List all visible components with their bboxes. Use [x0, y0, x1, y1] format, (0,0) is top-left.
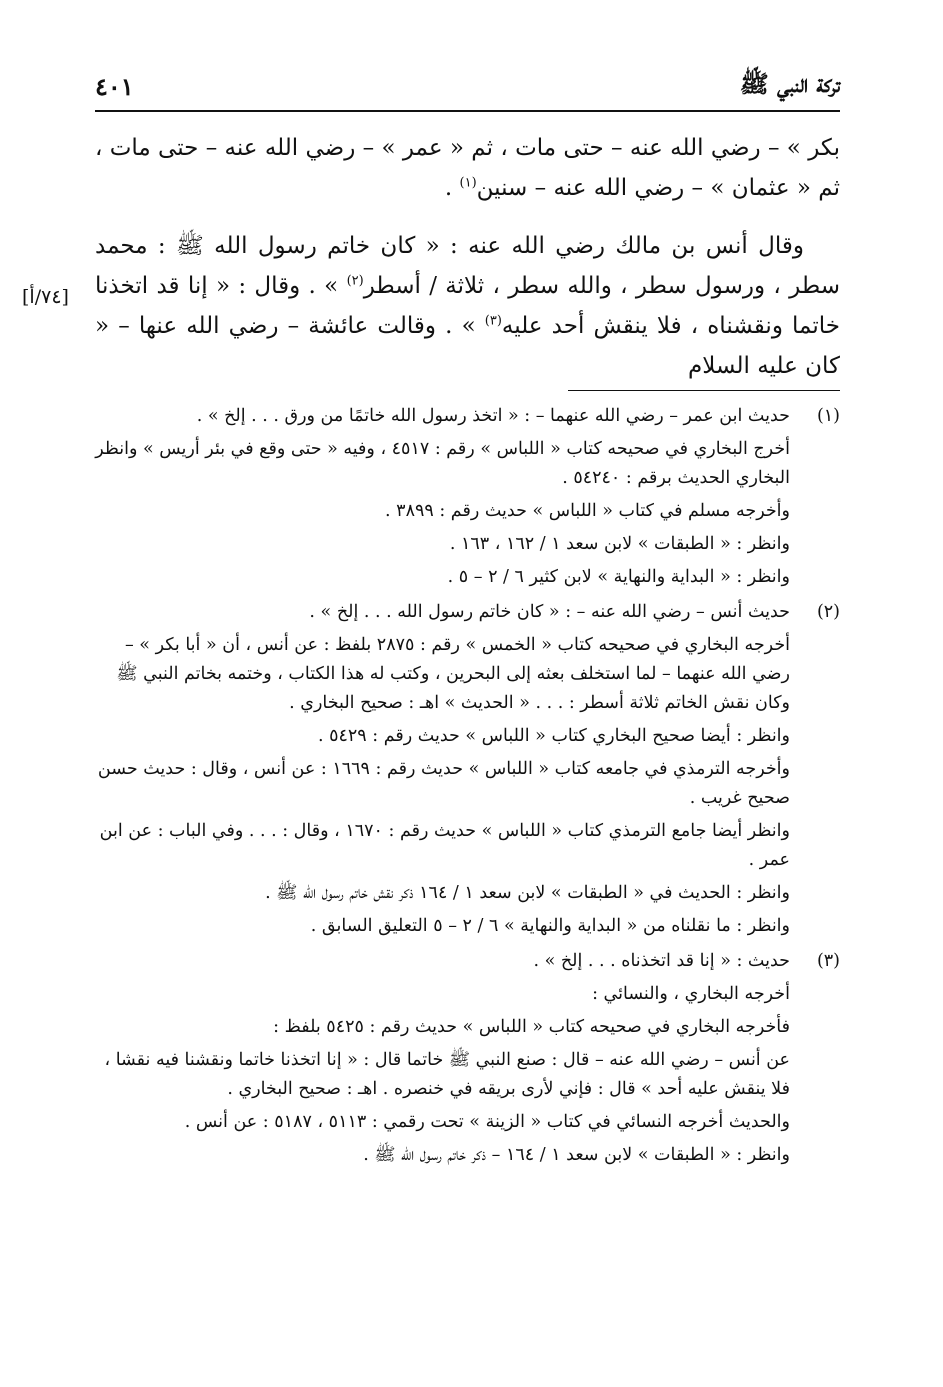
footnote-line: فأخرجه البخاري في صحيحه كتاب « اللباس » حديث رقم : ٥٤٢٥ بلفظ : — [273, 1017, 790, 1037]
footnote-line: حديث أنس – رضي الله عنه – : « كان خاتم رسول الله . . . إلخ » . — [309, 602, 790, 622]
running-header — [95, 62, 840, 112]
footnote-line: وانظر : « البداية والنهاية » لابن كثير ٦ / ٢ – ٥ . — [447, 567, 790, 587]
footnote-line: وانظر أيضا جامع الترمذي كتاب « اللباس » حديث رقم : ١٦٧٠ ، وقال : . . . وفي الباب : عن ابن عمر . — [99, 821, 790, 870]
footnote-ref-1: (١) — [459, 175, 477, 191]
paragraph-1 — [95, 128, 840, 208]
paragraph-1-end: . — [444, 175, 460, 201]
paragraph-2 — [95, 226, 840, 386]
footnote-2 — [95, 598, 840, 945]
footnote-line: وانظر : « الطبقات » لابن سعد ١ / ١٦٢ ، ١٦٣ . — [449, 534, 790, 554]
footnote-number: (٣) — [816, 951, 840, 971]
footnote-ref-3: (٣) — [484, 313, 502, 329]
footnote-number: (٢) — [816, 602, 840, 622]
footnote-line: أخرجه البخاري ، والنسائي : — [592, 984, 790, 1004]
footnote-number: (١) — [816, 406, 840, 426]
footnote-line: وأخرجه الترمذي في جامعه كتاب « اللباس » حديث رقم : ١٦٦٩ : عن أنس ، وقال : حديث حسن صحيح غريب . — [97, 759, 790, 808]
main-text — [95, 128, 840, 404]
footnotes — [95, 402, 840, 1176]
footnote-body — [95, 947, 790, 1174]
page-number: ٤٠١ — [95, 71, 134, 101]
footnote-body — [95, 598, 790, 945]
manuscript-folio-note: [٧٤/أ] — [22, 286, 69, 308]
footnote-line: أخرجه البخاري في صحيحه كتاب « الخمس » رقم : ٢٨٧٥ بلفظ : عن أنس ، أن « أبا بكر » – رضي الله عنهما – لما استخلف بعثه إلى البحرين ، وكتب له هذا الكتاب ، وختمه بخاتم النبي ﷺ وكان نقش الخاتم ثلاثة أسطر : . . . « الحديث » اهـ : صحيح البخاري . — [116, 635, 790, 713]
footnote-body — [95, 402, 790, 596]
footnote-line: وانظر : أيضا صحيح البخاري كتاب « اللباس » حديث رقم : ٥٤٢٩ . — [317, 726, 790, 746]
paragraph-2-text-2: » . وقال : « إنا قد اتخذنا خاتما ونقشناه ، فلا ينقش أحد عليه — [95, 273, 840, 339]
footnote-line: عن أنس – رضي الله عنه – قال : صنع النبي ﷺ خاتما قال : « إنا اتخذنا خاتما ونقشنا فيه نقشا ، فلا ينقش عليه أحد » قال : فإني لأرى بريقه في خنصره . اهـ : صحيح البخاري . — [104, 1050, 790, 1099]
footnote-line: وانظر : الحديث في « الطبقات » لابن سعد ١ / ١٦٤ ذكر نقش خاتم رسول الله ﷺ . — [265, 883, 790, 903]
running-title: تركة النبي ﷺ — [739, 68, 840, 98]
footnote-line: وأخرجه مسلم في كتاب « اللباس » حديث رقم : ٣٨٩٩ . — [385, 501, 790, 521]
footnote-line: أخرج البخاري في صحيحه كتاب « اللباس » رقم : ٤٥١٧ ، وفيه « حتى وقع في بئر أريس » وانظر البخاري الحديث برقم : ٥٤٢٤٠ . — [95, 439, 790, 488]
footnote-line: وانظر : « الطبقات » لابن سعد ١ / ١٦٤ – ذكر خاتم رسول الله ﷺ . — [363, 1145, 790, 1165]
paragraph-2-text-1: وقال أنس بن مالك رضي الله عنه : « كان خاتم رسول الله ﷺ : محمد سطر ، ورسول سطر ، والله سطر ، ثلاثة / أسطر — [95, 233, 840, 299]
footnote-line: حديث ابن عمر – رضي الله عنهما – : « اتخذ رسول الله خاتمًا من ورق . . . إلخ » . — [196, 406, 790, 426]
footnote-1 — [95, 402, 840, 596]
footnote-divider — [568, 390, 840, 391]
footnote-line: وانظر : ما نقلناه من « البداية والنهاية » ٦ / ٢ – ٥ التعليق السابق . — [310, 916, 790, 936]
footnote-3 — [95, 947, 840, 1174]
paragraph-2-text-3: » . وقالت عائشة – رضي الله عنها – « كان عليه السلام — [95, 313, 840, 379]
footnote-line: والحديث أخرجه النسائي في كتاب « الزينة » تحت رقمي : ٥١١٣ ، ٥١٨٧ : عن أنس . — [184, 1112, 790, 1132]
footnote-line: حديث : « إنا قد اتخذناه . . . إلخ » . — [533, 951, 790, 971]
paragraph-1-text: بكر » – رضي الله عنه – حتى مات ، ثم « عمر » – رضي الله عنه – حتى مات ، ثم « عثمان » – رضي الله عنه – سنين — [95, 135, 840, 201]
footnote-ref-2: (٢) — [346, 273, 364, 289]
